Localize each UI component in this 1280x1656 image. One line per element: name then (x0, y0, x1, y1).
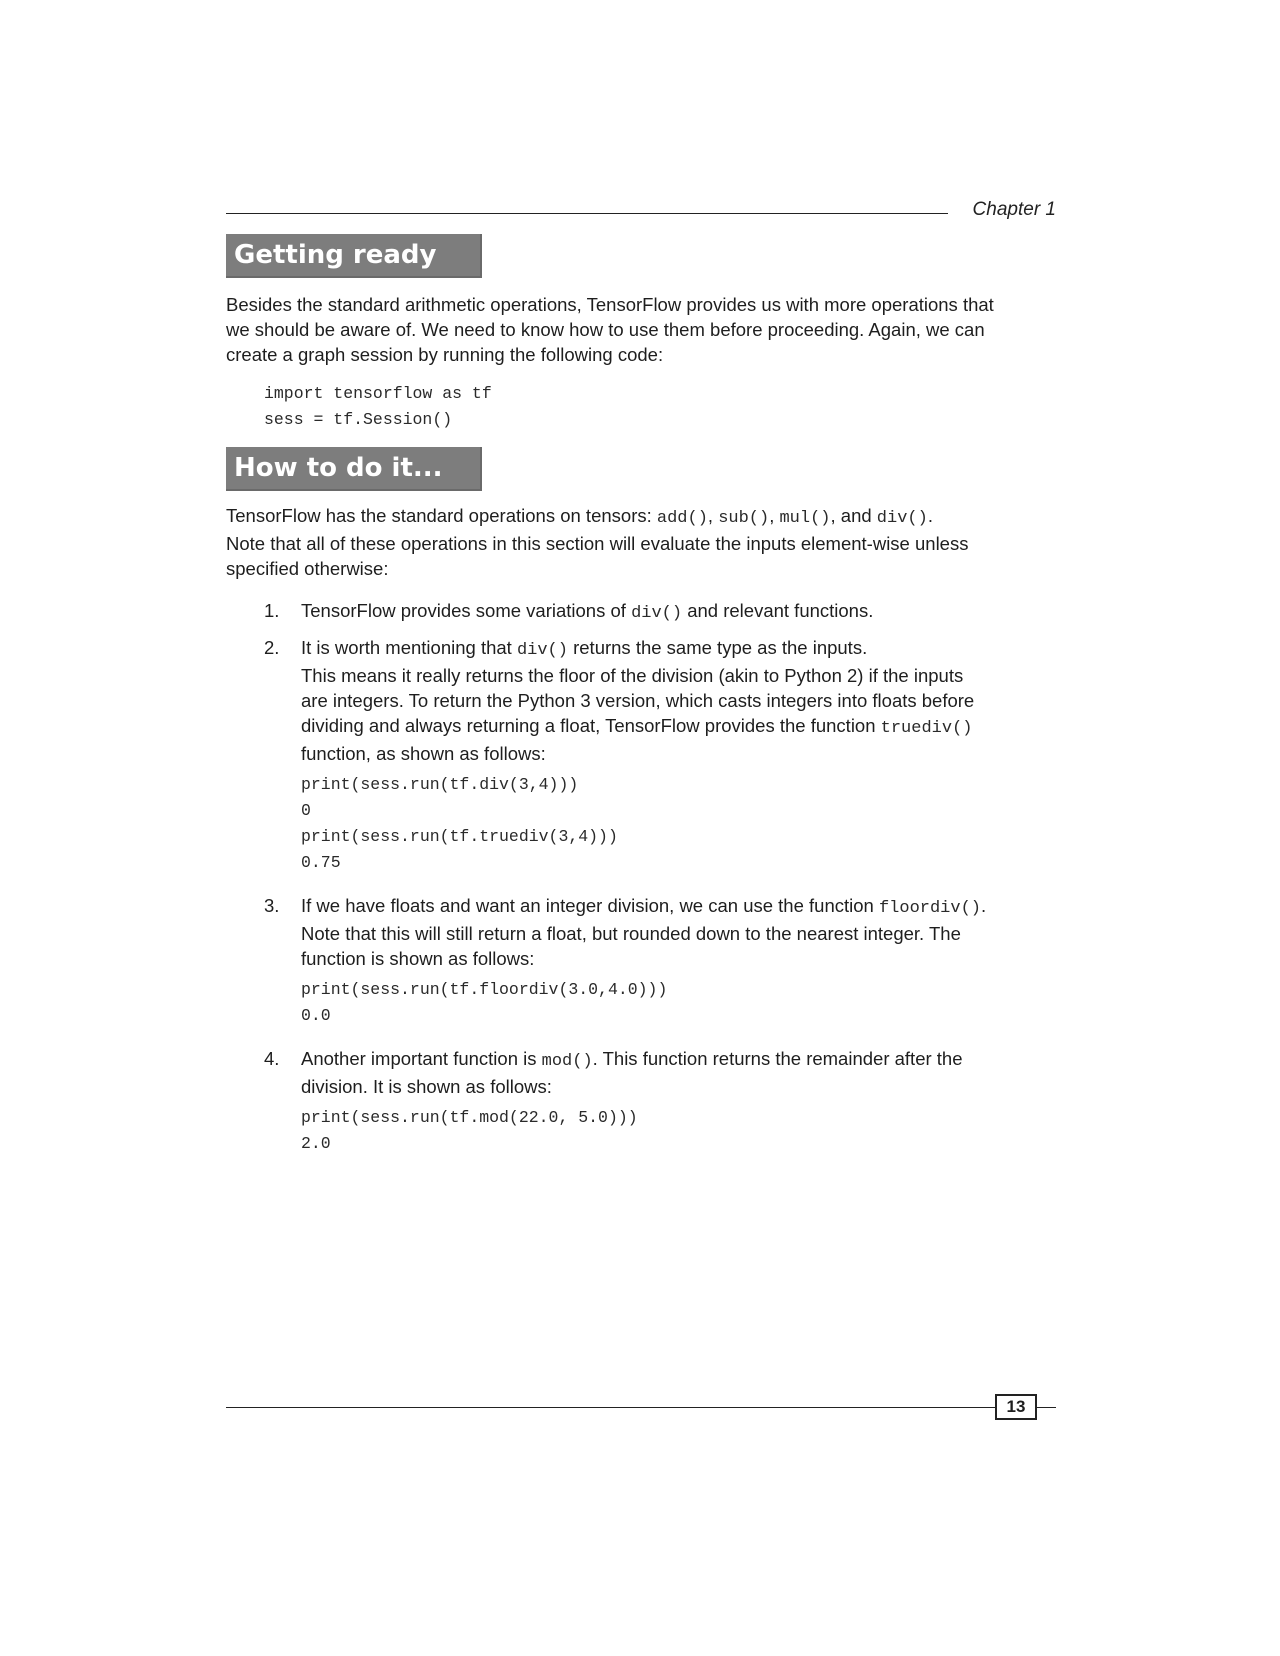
page-footer (226, 1392, 1056, 1422)
how-to-intro-paragraph (226, 503, 1056, 581)
inline-code: add() (656, 509, 708, 528)
page-number: 13 (995, 1394, 1037, 1420)
inline-code: div() (516, 641, 568, 660)
inline-code: floordiv() (878, 899, 981, 918)
list-item (226, 1046, 1056, 1157)
text-run: , and (830, 505, 877, 526)
code-block-div: print(sess.run(tf.div(3,4))) 0 print(sess.run(tf.truediv(3,4))) 0.75 (301, 775, 618, 872)
inline-code: mul() (779, 509, 831, 528)
text-run: dividing and always returning a float, TensorFlow provides the function (301, 715, 881, 736)
text-run: , (769, 505, 780, 526)
footer-rule (1035, 1407, 1056, 1408)
paragraph-line: create a graph session by running the following code: (226, 344, 664, 365)
step-text (301, 1046, 1056, 1099)
text-run: . (981, 895, 987, 916)
paragraph-line: we should be aware of. We need to know how to use them before proceeding. Again, we can (226, 319, 985, 340)
text-run: Note that all of these operations in this section will evaluate the inputs element-wise unless (226, 533, 969, 554)
step-text (301, 893, 1056, 971)
step-text (301, 598, 1056, 626)
text-run: If we have floats and want an integer division, we can use the function (301, 895, 879, 916)
section-heading-getting-ready: Getting ready (226, 234, 482, 278)
inline-code: truediv() (880, 719, 973, 738)
step-number: 4. (264, 1048, 280, 1069)
step-number: 2. (264, 637, 280, 658)
text-run: function is shown as follows: (301, 948, 535, 969)
inline-code: mod() (541, 1052, 593, 1071)
text-run: . This function returns the remainder after the (592, 1048, 963, 1069)
code-block-mod: print(sess.run(tf.mod(22.0, 5.0))) 2.0 (301, 1108, 638, 1153)
text-run: and relevant functions. (682, 600, 874, 621)
text-run: Note that this will still return a float, but rounded down to the nearest integer. The (301, 923, 961, 944)
code-block-session: import tensorflow as tf sess = tf.Session() (264, 384, 492, 429)
text-run: TensorFlow provides some variations of (301, 600, 632, 621)
text-run: are integers. To return the Python 3 version, which casts integers into floats before (301, 690, 975, 711)
list-item (226, 893, 1056, 1037)
inline-code: div() (631, 604, 683, 623)
section-heading-how-to-do-it: How to do it... (226, 447, 482, 491)
text-run: division. It is shown as follows: (301, 1076, 552, 1097)
text-run: TensorFlow has the standard operations on tensors: (226, 505, 657, 526)
code-block-floordiv: print(sess.run(tf.floordiv(3.0,4.0))) 0.0 (301, 980, 668, 1025)
chapter-label: Chapter 1 (972, 199, 1056, 220)
text-run: function, as shown as follows: (301, 743, 546, 764)
list-item (226, 598, 1056, 626)
text-run: , (707, 505, 719, 526)
steps-list (226, 598, 1056, 1157)
paragraph-line: Besides the standard arithmetic operations, TensorFlow provides us with more operations that (226, 294, 994, 315)
inline-code: div() (876, 509, 928, 528)
footer-rule (226, 1407, 995, 1408)
chapter-header (226, 190, 1056, 226)
text-run: returns the same type as the inputs. (567, 637, 868, 658)
text-run: It is worth mentioning that (301, 637, 517, 658)
list-item (226, 635, 1056, 884)
getting-ready-paragraph (226, 292, 1056, 367)
step-text (301, 635, 1056, 766)
text-run: This means it really returns the floor of the division (akin to Python 2) if the inputs (301, 665, 964, 686)
text-run: specified otherwise: (226, 558, 389, 579)
text-run: . (927, 505, 933, 526)
page-content (226, 190, 1056, 1166)
inline-code: sub() (718, 509, 770, 528)
header-rule (226, 213, 948, 214)
step-number: 3. (264, 895, 280, 916)
text-run: Another important function is (301, 1048, 542, 1069)
step-number: 1. (264, 600, 280, 621)
